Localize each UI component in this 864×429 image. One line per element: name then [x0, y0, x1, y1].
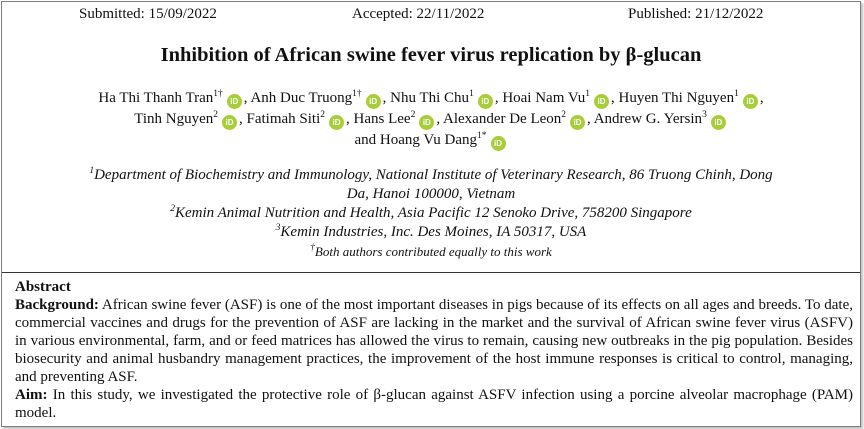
accepted-date: Accepted: 22/11/2022	[352, 6, 485, 22]
author-affil-sup: 1	[585, 89, 591, 99]
affiliation-1-cont: Da, Hanoi 100000, Vietnam	[346, 186, 516, 202]
author-line-1: Ha Thi Thanh Tran$^{1\dagger}$iD , Anh Duc Truong$^{1\dagger}$iD , Nhu Thi Chu$^1$iD , Hoai Nam Vu$^1$iD , Huyen Thi Nguyen$^1$iD ,	[12, 88, 850, 109]
background-text: African swine fever (ASF) is one of the most important diseases in pigs because of its effects on all ages and breeds. To date, commercial vaccines and drugs for the prevention of ASF are lacking in the market and the survival of African swine fever virus (ASFV) in various environmental, farm, and or feed matrices has allowed the virus to remain, causing new outbreaks in the pig population. Besides biosecurity and animal husbandry management practices, the improvement of the host immune responses is critical to control, managing, and preventing ASF.	[15, 297, 853, 385]
affiliation-text: Kemin Animal Nutrition and Health, Asia Pacific 12 Senoko Drive, 758200 Singapore	[174, 205, 692, 221]
author-line-2: Tinh Nguyen$^2$iD , Fatimah Siti$^2$iD , Hans Lee$^2$iD , Alexander De Leon$^2$iD , Andrew G. Yersin$^3$iD	[12, 109, 850, 130]
author-affil-sup: 3	[702, 110, 707, 120]
affiliation-1	[22, 166, 840, 185]
author-name: Andrew G. Yersin	[593, 111, 703, 127]
author-line-3	[12, 130, 850, 151]
orcid-icon[interactable]: iD	[711, 115, 726, 130]
author-list	[12, 88, 850, 151]
orcid-icon[interactable]: iD	[227, 94, 242, 109]
background-label: Background:	[15, 297, 99, 313]
equal-contribution-note	[22, 242, 840, 261]
paper-title: Inhibition of African swine fever virus replication by β-glucan	[160, 44, 702, 66]
note-text: Both authors contributed equally to this work	[314, 244, 552, 259]
author-affil-sup: 1	[734, 89, 739, 99]
abstract-background	[15, 296, 853, 386]
orcid-icon[interactable]: iD	[366, 94, 381, 109]
author-affil-sup: 2	[213, 110, 218, 120]
author-affil-sup: 1	[469, 89, 474, 99]
orcid-icon[interactable]: iD	[570, 115, 585, 130]
affiliation-2	[22, 204, 840, 223]
abstract-heading: Abstract	[15, 279, 71, 295]
section-divider	[2, 272, 860, 273]
note-sup: †	[310, 243, 315, 253]
author-name: Anh Duc Truong	[250, 90, 353, 106]
affiliations	[22, 166, 840, 261]
aim-label: Aim:	[15, 387, 48, 403]
and-word: and	[354, 132, 377, 148]
orcid-icon[interactable]: iD	[743, 94, 758, 109]
author-name: Tinh Nguyen	[134, 111, 214, 127]
author-name: Alexander De Leon	[443, 111, 562, 127]
author-affil-sup: 1†	[213, 89, 223, 99]
affiliation-3	[22, 223, 840, 242]
paper-frame	[1, 1, 861, 427]
affiliation-sup: 2	[170, 204, 175, 214]
orcid-icon[interactable]: iD	[329, 115, 344, 130]
author-affil-sup: 2	[561, 110, 567, 120]
author-name: Ha Thi Thanh Tran	[98, 90, 214, 106]
author-name: Fatimah Siti	[246, 111, 321, 127]
author-affil-sup: 1†	[352, 89, 362, 99]
published-date: Published: 21/12/2022	[628, 6, 764, 22]
submitted-date: Submitted: 15/09/2022	[79, 6, 217, 22]
author-name: Huyen Thi Nguyen	[618, 90, 735, 106]
orcid-icon[interactable]: iD	[419, 115, 434, 130]
affiliation-sup: 3	[275, 223, 281, 233]
author-affil-sup: 2	[410, 110, 416, 120]
orcid-icon[interactable]: iD	[478, 94, 493, 109]
author-name: Hoang Vu Dang	[379, 132, 478, 148]
author-name: Hoai Nam Vu	[502, 90, 586, 106]
affiliation-text: Department of Biochemistry and Immunology, National Institute of Veterinary Research, 86 Truong Chinh, Dong	[94, 167, 773, 183]
date-bar	[2, 6, 860, 26]
author-name: Hans Lee	[353, 111, 411, 127]
abstract-aim	[15, 386, 853, 422]
abstract-section	[15, 278, 853, 422]
author-affil-sup: 2	[320, 110, 325, 120]
orcid-icon[interactable]: iD	[491, 136, 506, 151]
orcid-icon[interactable]: iD	[594, 94, 609, 109]
aim-text: In this study, we investigated the protective role of β-glucan against ASFV infection using a porcine alveolar macrophage (PAM) model.	[15, 387, 853, 421]
affiliation-text: Kemin Industries, Inc. Des Moines, IA 50317, USA	[280, 224, 587, 240]
author-name: Nhu Thi Chu	[390, 90, 470, 106]
author-affil-sup: 1*	[477, 131, 487, 141]
affiliation-sup: 1	[89, 166, 95, 176]
orcid-icon[interactable]: iD	[222, 115, 237, 130]
